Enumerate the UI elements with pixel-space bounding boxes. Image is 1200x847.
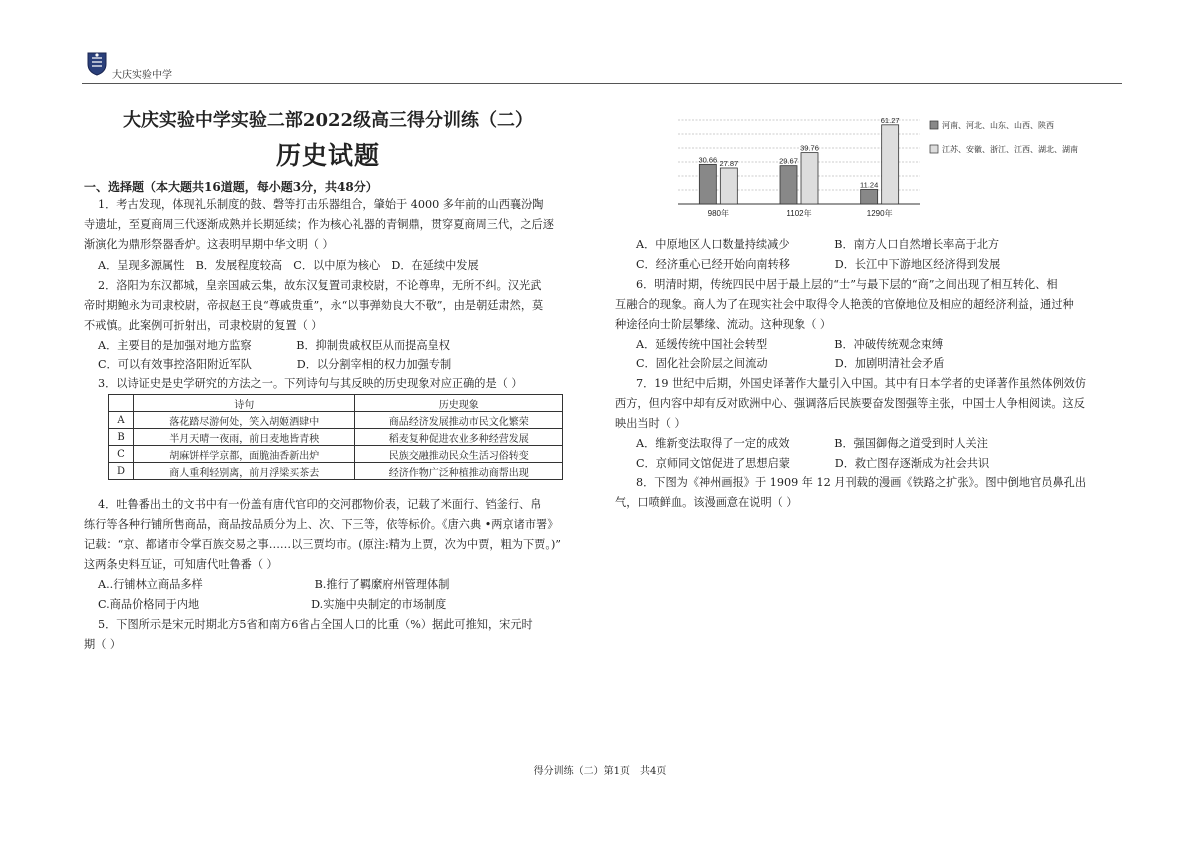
table-row (109, 446, 563, 463)
chart-bar (780, 166, 797, 204)
question-line: 期（ ） (84, 638, 122, 651)
question-line: 5．下图所示是宋元时期北方5省和南方6省占全国人口的比重（%）据此可推知，宋元时 (98, 618, 533, 631)
table-row (109, 429, 563, 446)
option-line: A．延缓传统中国社会转型 B．冲破传统观念束缚 (636, 338, 944, 351)
school-logo-icon (84, 50, 110, 76)
table-cell: 落花踏尽游何处，笑入胡姬酒肆中 (134, 412, 355, 429)
exam-title: 大庆实验中学实验二部2022级高三得分训练（二） (122, 110, 534, 131)
table-row (109, 412, 563, 429)
table-cell: A (109, 412, 134, 429)
option-line: A．中原地区人口数量持续减少 B．南方人口自然增长率高于北方 (636, 238, 1000, 251)
question-line: 西方，但内容中却有反对欧洲中心、强调落后民族要奋发图强等主张，中国士人争相阅读。这反 (615, 397, 1085, 410)
bar-data-label: 27.87 (719, 158, 739, 168)
question-line: 2．洛阳为东汉都城，皇亲国戚云集，故东汉复置司隶校尉，不论尊卑，无所不纠。汉光武 (98, 279, 542, 292)
table-header-cell: 历史现象 (355, 395, 563, 412)
chart-bar (699, 164, 716, 204)
question-line: 1．考古发现，体现礼乐制度的鼓、磬等打击乐器组合，肇始于 4000 多年前的山西襄汾陶 (98, 198, 544, 211)
population-bar-chart (670, 106, 1120, 224)
header-divider (82, 83, 1122, 84)
school-name: 大庆实验中学 (112, 70, 172, 81)
question-line: 寺遗址，至夏商周三代逐渐成熟并长期延续；作为核心礼器的青铜鼎，贯穿夏商周三代，之后逐 (84, 218, 554, 231)
table-cell: 商人重利轻别离，前月浮梁买茶去 (134, 463, 355, 480)
bar-data-label: 61.27 (880, 115, 900, 125)
table-cell: C (109, 446, 134, 463)
option-line: C．固化社会阶层之间流动 D．加剧明清社会矛盾 (636, 357, 945, 370)
table-cell: 民族交融推动民众生活习俗转变 (355, 446, 563, 463)
exam-subject: 历史试题 (275, 141, 380, 170)
bar-data-label: 30.66 (698, 155, 718, 165)
table-cell: B (109, 429, 134, 446)
legend-swatch (930, 121, 938, 129)
question-line: 6．明清时期，传统四民中居于最上层的“士”与最下层的“商”之间出现了相互转化、相 (636, 278, 1058, 291)
question-line: 这两条史料互证，可知唐代吐鲁番（ ） (84, 558, 278, 571)
option-line: C.商品价格同于内地 D.实施中央制定的市场制度 (98, 598, 447, 611)
question-line: 练行等各种行铺所售商品，商品按品质分为上、次、下三等，依等标价。《唐六典 •两京诸市署》 (84, 518, 559, 531)
option-line: A..行铺林立商品多样 B.推行了羁縻府州管理体制 (98, 578, 450, 591)
legend-label: 河南、河北、山东、山西、陕西 (942, 121, 1054, 130)
question-line: 8．下图为《神州画报》于 1909 年 12 月刊载的漫画《铁路之扩张》。图中倒地官员鼻孔出 (636, 476, 1087, 489)
table-cell: 经济作物广泛种植推动商帮出现 (355, 463, 563, 480)
table-header-cell (109, 395, 134, 412)
x-tick-label: 980年 (707, 209, 730, 218)
table-cell: 半月天晴一夜雨，前日麦地皆青秧 (134, 429, 355, 446)
table-row (109, 463, 563, 480)
x-tick-label: 1290年 (866, 209, 893, 218)
question-line: 4．吐鲁番出土的文书中有一份盖有唐代官印的交河郡物价表，记载了米面行、铛釜行、帛 (98, 498, 542, 511)
page-footer: 得分训练（二）第1页 共4页 (533, 766, 667, 777)
table-cell: D (109, 463, 134, 480)
chart-bar (801, 153, 818, 204)
question-line: 帝时期鲍永为司隶校尉，帝叔赵王良“尊戚贵重”，永“以事弹劾良大不敬”，由是朝廷肃然，莫 (84, 299, 544, 312)
chart-bar (882, 125, 899, 204)
table-cell: 商品经济发展推动市民文化繁荣 (355, 412, 563, 429)
question-line: 记载：“京、都诸市令掌百族交易之事……以三贾均市。(原注:精为上贾，次为中贾，粗为下贾。)” (84, 538, 562, 551)
bar-data-label: 29.67 (779, 156, 798, 166)
legend-label: 江苏、安徽、浙江、江西、湖北、湖南 (942, 145, 1078, 154)
question-line: 7．19 世纪中后期，外国史译著作大量引入中国。其中有日本学者的史译著作虽然体例效仿 (636, 377, 1087, 390)
table-header-cell: 诗句 (134, 395, 355, 412)
table-cell: 胡麻饼样学京都，面脆油香新出炉 (134, 446, 355, 463)
section-heading: 一、选择题（本大题共16道题，每小题3分，共48分） (84, 180, 378, 194)
question-line: 渐演化为鼎形祭器香炉。这表明早期中华文明（ ） (84, 238, 334, 251)
option-line: C．京师同文馆促进了思想启蒙 D．救亡图存逐渐成为社会共识 (636, 457, 990, 470)
option-line: C．可以有效事控洛阳附近军队 D．以分割宰相的权力加强专制 (98, 358, 452, 371)
legend-swatch (930, 145, 938, 153)
option-line: A．维新变法取得了一定的成效 B．强国御侮之道受到时人关注 (636, 437, 988, 450)
question-line: 3．以诗证史是史学研究的方法之一。下列诗句与其反映的历史现象对应正确的是（ ） (98, 377, 523, 390)
question-line: 互融合的现象。商人为了在现实社会中取得令人艳羡的官僚地位及相应的超经济利益，通过种 (615, 298, 1074, 311)
bar-data-label: 11.24 (860, 180, 879, 190)
option-line: A．呈现多源属性 B．发展程度较高 C．以中原为核心 D．在延续中发展 (98, 259, 479, 272)
bar-data-label: 39.76 (800, 143, 819, 153)
question-line: 种途径向士阶层攀缘、流动。这种现象（ ） (615, 318, 832, 331)
table-header-row (109, 395, 563, 412)
chart-bar (720, 168, 737, 204)
poem-table (108, 394, 563, 480)
x-tick-label: 1102年 (786, 209, 812, 218)
option-line: A．主要目的是加强对地方监察 B．抑制贵戚权臣从而提高皇权 (98, 339, 450, 352)
chart-bar (861, 189, 878, 204)
table-cell: 稻麦复种促进农业多种经营发展 (355, 429, 563, 446)
question-line: 气，口喷鲜血。该漫画意在说明（ ） (615, 496, 798, 509)
option-line: C．经济重心已经开始向南转移 D．长江中下游地区经济得到发展 (636, 258, 1001, 271)
question-line: 不戒慎。此案例可折射出，司隶校尉的复置（ ） (84, 319, 323, 332)
question-line: 映出当时（ ） (615, 417, 686, 430)
